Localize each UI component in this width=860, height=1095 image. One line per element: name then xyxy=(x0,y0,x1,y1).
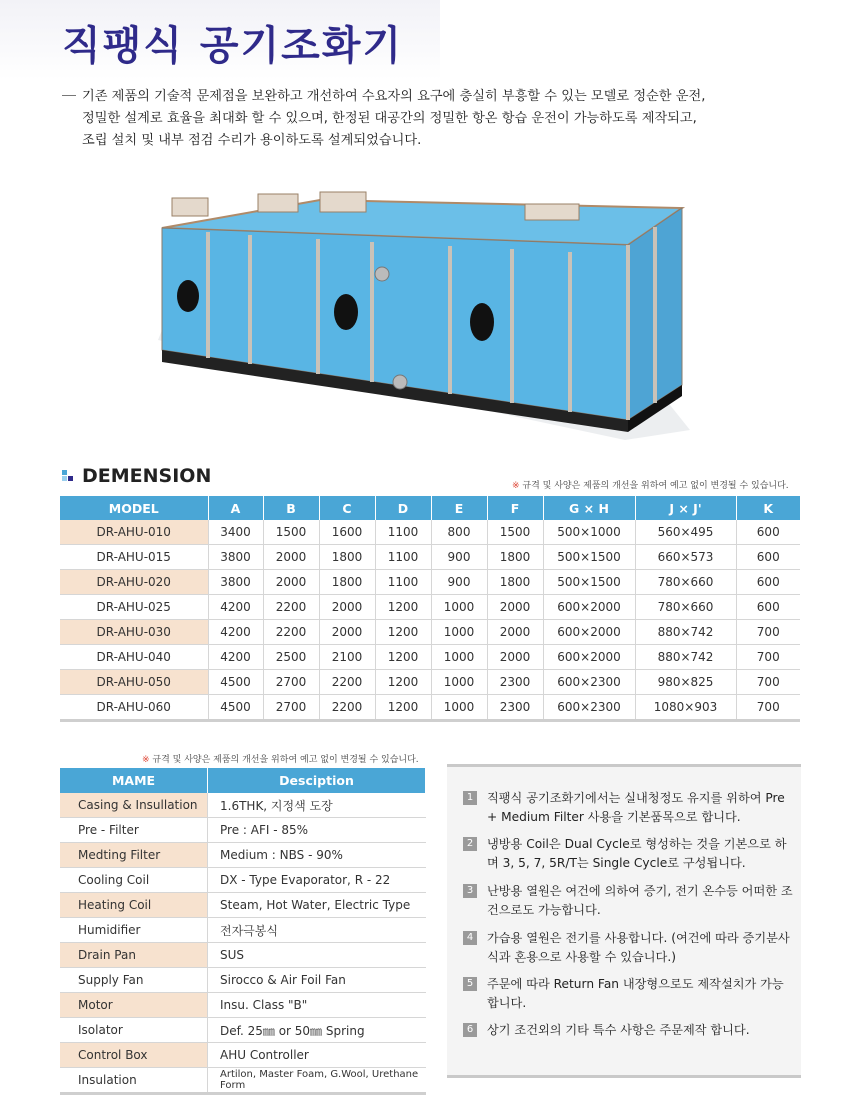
model-cell: DR-AHU-030 xyxy=(60,620,208,645)
spec-name-cell: Insulation xyxy=(60,1068,208,1094)
spec-desc-cell: Medium : NBS - 90% xyxy=(208,843,426,868)
spec-name-cell: Pre - Filter xyxy=(60,818,208,843)
table-row xyxy=(60,993,426,1018)
note-item xyxy=(463,929,793,967)
value-cell: 980×825 xyxy=(635,670,736,695)
value-cell: 4200 xyxy=(208,595,263,620)
page-title: 직팽식 공기조화기 xyxy=(62,23,404,69)
spec-desc-cell: Pre : AFI - 85% xyxy=(208,818,426,843)
column-header: G × H xyxy=(543,496,635,520)
value-cell: 4500 xyxy=(208,670,263,695)
table-row xyxy=(60,943,426,968)
column-header: B xyxy=(263,496,319,520)
note-star: ※ xyxy=(142,755,150,765)
value-cell: 600×2000 xyxy=(543,620,635,645)
value-cell: 880×742 xyxy=(635,645,736,670)
table-row xyxy=(60,1043,426,1068)
spec-table xyxy=(60,768,426,1095)
intro-line: 정밀한 설계로 효율을 최대화 할 수 있으며, 한정된 대공간의 정밀한 항온 항습 운전이 가능하도록 제작되고, xyxy=(82,111,697,126)
intro-line: 조립 설치 및 내부 점검 수리가 용이하도록 설계되었습니다. xyxy=(82,133,422,148)
spec-desc-cell: DX - Type Evaporator, R - 22 xyxy=(208,868,426,893)
value-cell: 4200 xyxy=(208,645,263,670)
note-text: 직팽식 공기조화기에서는 실내청정도 유지를 위하여 Pre + Medium Filter 사용을 기본품목으로 합니다. xyxy=(487,791,785,824)
value-cell: 500×1500 xyxy=(543,570,635,595)
value-cell: 600×2000 xyxy=(543,595,635,620)
table-row xyxy=(60,645,800,670)
note-text: 규격 및 사양은 제품의 개선을 위하여 예고 없이 변경될 수 있습니다. xyxy=(522,481,789,491)
dimension-note xyxy=(512,478,789,491)
value-cell: 880×742 xyxy=(635,620,736,645)
table-row xyxy=(60,1018,426,1043)
value-cell: 600×2300 xyxy=(543,670,635,695)
column-header: J × J' xyxy=(635,496,736,520)
spec-name-cell: Medting Filter xyxy=(60,843,208,868)
column-header: Desciption xyxy=(208,768,426,793)
column-header: MAME xyxy=(60,768,208,793)
spec-desc-cell: Sirocco & Air Foil Fan xyxy=(208,968,426,993)
intro-line: 기존 제품의 기술적 문제점을 보완하고 개선하여 수요자의 요구에 충실히 부흥할 수 있는 모델로 정순한 운전, xyxy=(82,89,706,104)
note-star: ※ xyxy=(512,481,520,491)
value-cell: 500×1000 xyxy=(543,520,635,545)
value-cell: 1200 xyxy=(375,645,431,670)
model-cell: DR-AHU-010 xyxy=(60,520,208,545)
note-number-badge: 1 xyxy=(463,791,477,805)
column-header: D xyxy=(375,496,431,520)
dimension-heading xyxy=(62,465,211,487)
value-cell: 2700 xyxy=(263,695,319,721)
note-text: 상기 조건외의 기타 특수 사항은 주문제작 합니다. xyxy=(487,1023,750,1037)
value-cell: 1200 xyxy=(375,595,431,620)
spec-name-cell: Motor xyxy=(60,993,208,1018)
note-item xyxy=(463,1021,793,1040)
intro-text xyxy=(64,86,804,152)
table-row xyxy=(60,918,426,943)
value-cell: 2000 xyxy=(487,645,543,670)
note-text: 난방용 열원은 여건에 의하여 증기, 전기 온수등 어떠한 조건으로도 가능합니다. xyxy=(487,884,793,917)
table-row xyxy=(60,670,800,695)
note-item xyxy=(463,789,793,827)
note-number-badge: 3 xyxy=(463,884,477,898)
value-cell: 2200 xyxy=(263,620,319,645)
value-cell: 780×660 xyxy=(635,570,736,595)
note-item xyxy=(463,975,793,1013)
notes-panel xyxy=(447,764,801,1078)
spec-desc-cell: Insu. Class "B" xyxy=(208,993,426,1018)
table-row xyxy=(60,520,800,545)
model-cell: DR-AHU-040 xyxy=(60,645,208,670)
model-cell: DR-AHU-015 xyxy=(60,545,208,570)
section-bullet-icon xyxy=(62,470,74,482)
intro-dash xyxy=(62,95,76,96)
value-cell: 900 xyxy=(431,570,487,595)
value-cell: 600×2000 xyxy=(543,645,635,670)
value-cell: 700 xyxy=(736,645,800,670)
value-cell: 1500 xyxy=(487,520,543,545)
value-cell: 1200 xyxy=(375,670,431,695)
value-cell: 2300 xyxy=(487,695,543,721)
note-text: 가습용 열원은 전기를 사용합니다. (여건에 따라 증기분사식과 혼용으로 사용할 수 있습니다.) xyxy=(487,931,790,964)
value-cell: 3800 xyxy=(208,545,263,570)
value-cell: 1800 xyxy=(487,545,543,570)
spec-name-cell: Control Box xyxy=(60,1043,208,1068)
spec-desc-cell: Steam, Hot Water, Electric Type xyxy=(208,893,426,918)
value-cell: 2200 xyxy=(319,695,375,721)
value-cell: 2000 xyxy=(263,570,319,595)
value-cell: 2000 xyxy=(319,620,375,645)
table-row xyxy=(60,595,800,620)
model-cell: DR-AHU-025 xyxy=(60,595,208,620)
note-item xyxy=(463,835,793,873)
value-cell: 560×495 xyxy=(635,520,736,545)
column-header: C xyxy=(319,496,375,520)
spec-name-cell: Heating Coil xyxy=(60,893,208,918)
spec-desc-cell: Def. 25㎜ or 50㎜ Spring xyxy=(208,1018,426,1043)
value-cell: 3400 xyxy=(208,520,263,545)
note-text: 규격 및 사양은 제품의 개선을 위하여 예고 없이 변경될 수 있습니다. xyxy=(152,755,419,765)
column-header: A xyxy=(208,496,263,520)
value-cell: 600×2300 xyxy=(543,695,635,721)
table-row xyxy=(60,818,426,843)
value-cell: 2100 xyxy=(319,645,375,670)
note-number-badge: 2 xyxy=(463,837,477,851)
value-cell: 600 xyxy=(736,545,800,570)
value-cell: 1600 xyxy=(319,520,375,545)
value-cell: 1100 xyxy=(375,570,431,595)
value-cell: 1800 xyxy=(319,545,375,570)
value-cell: 1200 xyxy=(375,620,431,645)
value-cell: 2000 xyxy=(319,595,375,620)
value-cell: 500×1500 xyxy=(543,545,635,570)
spec-desc-cell: AHU Controller xyxy=(208,1043,426,1068)
value-cell: 2700 xyxy=(263,670,319,695)
note-number-badge: 6 xyxy=(463,1023,477,1037)
table-row xyxy=(60,695,800,721)
value-cell: 1000 xyxy=(431,595,487,620)
spec-name-cell: Isolator xyxy=(60,1018,208,1043)
value-cell: 1500 xyxy=(263,520,319,545)
value-cell: 2500 xyxy=(263,645,319,670)
table-row xyxy=(60,893,426,918)
value-cell: 600 xyxy=(736,570,800,595)
note-text: 주문에 따라 Return Fan 내장형으로도 제작설치가 가능 합니다. xyxy=(487,977,784,1010)
spec-desc-cell: 1.6THK, 지정색 도장 xyxy=(208,793,426,818)
value-cell: 660×573 xyxy=(635,545,736,570)
value-cell: 1000 xyxy=(431,670,487,695)
spec-name-cell: Supply Fan xyxy=(60,968,208,993)
value-cell: 1000 xyxy=(431,695,487,721)
value-cell: 2000 xyxy=(487,620,543,645)
table-row xyxy=(60,570,800,595)
value-cell: 600 xyxy=(736,520,800,545)
dimension-title: DEMENSION xyxy=(82,465,212,487)
note-text: 냉방용 Coil은 Dual Cycle로 형성하는 것을 기본으로 하며 3, 5, 7, 5R/T는 Single Cycle로 구성됩니다. xyxy=(487,837,787,870)
value-cell: 2300 xyxy=(487,670,543,695)
table-row xyxy=(60,620,800,645)
spec-name-cell: Cooling Coil xyxy=(60,868,208,893)
spec-name-cell: Drain Pan xyxy=(60,943,208,968)
table-row xyxy=(60,793,426,818)
column-header: K xyxy=(736,496,800,520)
spec-desc-cell: SUS xyxy=(208,943,426,968)
value-cell: 900 xyxy=(431,545,487,570)
value-cell: 1800 xyxy=(319,570,375,595)
value-cell: 1100 xyxy=(375,545,431,570)
column-header: MODEL xyxy=(60,496,208,520)
value-cell: 4200 xyxy=(208,620,263,645)
value-cell: 1100 xyxy=(375,520,431,545)
table-row xyxy=(60,843,426,868)
table-row xyxy=(60,545,800,570)
value-cell: 1000 xyxy=(431,620,487,645)
spec-name-cell: Humidifier xyxy=(60,918,208,943)
air-handling-unit-photo xyxy=(150,190,690,440)
column-header: F xyxy=(487,496,543,520)
value-cell: 1080×903 xyxy=(635,695,736,721)
value-cell: 2200 xyxy=(319,670,375,695)
value-cell: 3800 xyxy=(208,570,263,595)
spec-note xyxy=(142,752,419,765)
model-cell: DR-AHU-060 xyxy=(60,695,208,721)
spec-desc-cell: Artilon, Master Foam, G.Wool, Urethane Form xyxy=(208,1068,426,1094)
dimension-table xyxy=(60,496,800,722)
table-row xyxy=(60,1068,426,1094)
value-cell: 800 xyxy=(431,520,487,545)
value-cell: 700 xyxy=(736,670,800,695)
value-cell: 4500 xyxy=(208,695,263,721)
value-cell: 2000 xyxy=(487,595,543,620)
model-cell: DR-AHU-050 xyxy=(60,670,208,695)
table-row xyxy=(60,868,426,893)
value-cell: 1800 xyxy=(487,570,543,595)
note-item xyxy=(463,882,793,920)
model-cell: DR-AHU-020 xyxy=(60,570,208,595)
value-cell: 2200 xyxy=(263,595,319,620)
value-cell: 1200 xyxy=(375,695,431,721)
note-number-badge: 4 xyxy=(463,931,477,945)
spec-name-cell: Casing & Insullation xyxy=(60,793,208,818)
spec-desc-cell: 전자극봉식 xyxy=(208,918,426,943)
column-header: E xyxy=(431,496,487,520)
table-row xyxy=(60,968,426,993)
value-cell: 780×660 xyxy=(635,595,736,620)
value-cell: 600 xyxy=(736,595,800,620)
value-cell: 700 xyxy=(736,620,800,645)
value-cell: 1000 xyxy=(431,645,487,670)
note-number-badge: 5 xyxy=(463,977,477,991)
value-cell: 2000 xyxy=(263,545,319,570)
value-cell: 700 xyxy=(736,695,800,721)
